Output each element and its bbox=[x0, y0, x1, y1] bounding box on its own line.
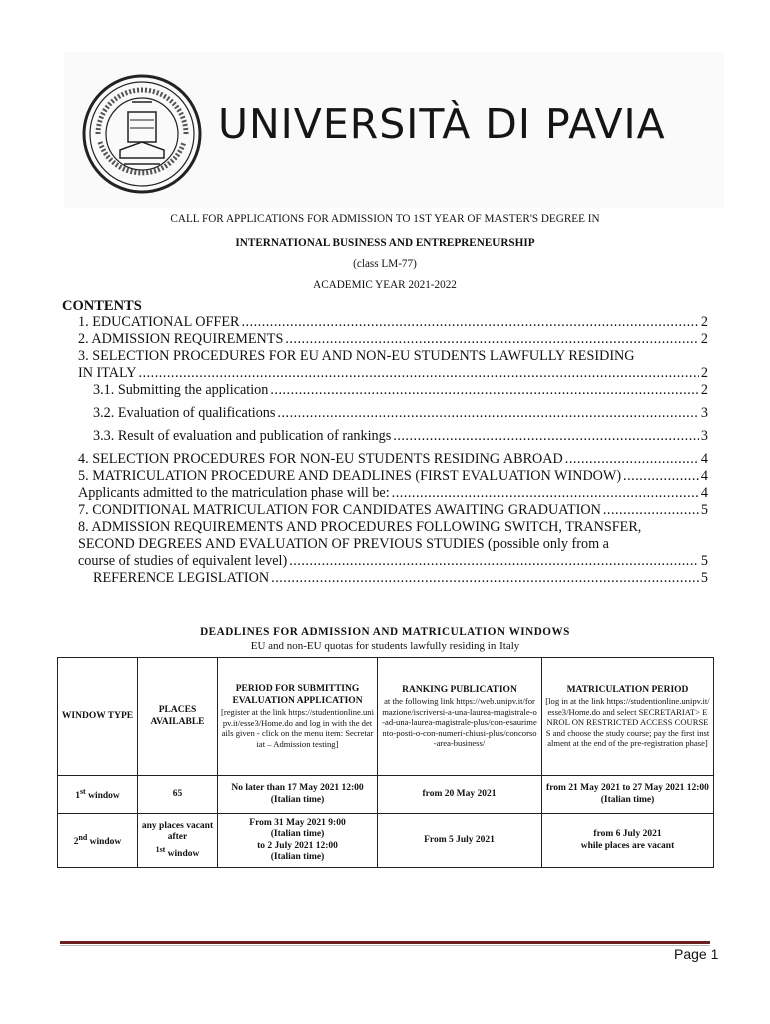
toc-item-wrap[interactable]: SECOND DEGREES AND EVALUATION OF PREVIOUS STUDIES (possible only from a bbox=[78, 536, 609, 552]
header-ranking-note: at the following link https://web.unipv.it/formazione/iscriversi-a-una-laurea-magistrale-o-ad-una-laurea-magistrale-plus/con-esaurimento-posti-o-con-numeri-chiusi-plus/concorso-area-business/ bbox=[382, 696, 537, 748]
table-of-contents bbox=[78, 314, 708, 587]
header-matric-note: [log in at the link https://studentionline.unipv.it/esse3/Home.do and select SECRETARIAT> ENROL ON RESTRICTED ACCESS COURSES and choose the study course; pay the first instalment at the end of the pre-registration phase] bbox=[545, 696, 710, 748]
toc-item-wrap[interactable]: 8. ADMISSION REQUIREMENTS AND PROCEDURES FOLLOWING SWITCH, TRANSFER, bbox=[78, 519, 642, 535]
university-seal-icon bbox=[80, 72, 204, 196]
toc-item[interactable]: 7. CONDITIONAL MATRICULATION FOR CANDIDATES AWAITING GRADUATION ..... 5 bbox=[78, 502, 708, 519]
course-name: INTERNATIONAL BUSINESS AND ENTREPRENEURSHIP bbox=[235, 237, 535, 249]
ranking-cell: from 20 May 2021 bbox=[378, 776, 542, 814]
table-row bbox=[58, 814, 714, 868]
header-period-title: PERIOD FOR SUBMITTING EVALUATION APPLICATION bbox=[232, 684, 363, 706]
toc-item[interactable]: Applicants admitted to the matriculation phase will be: ..... 4 bbox=[78, 485, 708, 502]
header-places: PLACES AVAILABLE bbox=[138, 658, 218, 776]
toc-item[interactable]: 5. MATRICULATION PROCEDURE AND DEADLINES (FIRST EVALUATION WINDOW) ..... 4 bbox=[78, 468, 708, 485]
table-header-row bbox=[58, 658, 714, 776]
deadlines-subtitle: EU and non-EU quotas for students lawfully residing in Italy bbox=[250, 640, 520, 652]
university-name: UNIVERSITÀ DI PAVIA bbox=[218, 100, 666, 148]
toc-item[interactable]: 4. SELECTION PROCEDURES FOR NON-EU STUDENTS RESIDING ABROAD ..... 4 bbox=[78, 451, 708, 468]
toc-item[interactable]: REFERENCE LEGISLATION ..... 5 bbox=[78, 570, 708, 587]
deadlines-table bbox=[57, 657, 714, 868]
toc-item[interactable]: 3.2. Evaluation of qualifications ..... 3 bbox=[78, 405, 708, 422]
call-title-line1: CALL FOR APPLICATIONS FOR ADMISSION TO 1ST YEAR OF MASTER'S DEGREE IN bbox=[170, 213, 600, 225]
matric-cell: from 21 May 2021 to 27 May 2021 12:00 (Italian time) bbox=[542, 776, 714, 814]
footer-rule-thin bbox=[60, 945, 710, 946]
academic-year: ACADEMIC YEAR 2021-2022 bbox=[313, 279, 457, 291]
matric-cell: from 6 July 2021 while places are vacant bbox=[542, 814, 714, 868]
period-cell: From 31 May 2021 9:00 (Italian time) to 2 July 2021 12:00 (Italian time) bbox=[218, 814, 378, 868]
toc-item[interactable]: course of studies of equivalent level) ..... 5 bbox=[78, 553, 708, 570]
toc-item[interactable]: 3.3. Result of evaluation and publication of rankings ..... 3 bbox=[78, 428, 708, 445]
toc-item-wrap[interactable]: 3. SELECTION PROCEDURES FOR EU AND NON-EU STUDENTS LAWFULLY RESIDING bbox=[78, 348, 635, 364]
period-cell: No later than 17 May 2021 12:00 (Italian time) bbox=[218, 776, 378, 814]
places-cell: 65 bbox=[138, 776, 218, 814]
deadlines-title: DEADLINES FOR ADMISSION AND MATRICULATION WINDOWS bbox=[200, 626, 570, 638]
footer-rule bbox=[60, 941, 710, 944]
course-class: (class LM-77) bbox=[353, 258, 417, 270]
header-ranking bbox=[378, 658, 542, 776]
header-ranking-title: RANKING PUBLICATION bbox=[402, 684, 517, 695]
header-matric-title: MATRICULATION PERIOD bbox=[566, 684, 689, 695]
header-matriculation bbox=[542, 658, 714, 776]
header-period-note: [register at the link https://studentionline.unipv.it/esse3/Home.do and log in with the details given - click on the menu item: Secretariat – Admission testing] bbox=[221, 707, 374, 749]
toc-item[interactable]: IN ITALY ..... 2 bbox=[78, 365, 708, 382]
window-cell: 1st window bbox=[58, 776, 138, 814]
contents-heading: CONTENTS bbox=[62, 298, 142, 314]
page-number: Page 1 bbox=[674, 946, 719, 962]
toc-item[interactable]: 1. EDUCATIONAL OFFER ..... 2 bbox=[78, 314, 708, 331]
header-window-type: WINDOW TYPE bbox=[58, 658, 138, 776]
table-row bbox=[58, 776, 714, 814]
window-cell: 2nd window bbox=[58, 814, 138, 868]
toc-item[interactable]: 3.1. Submitting the application ..... 2 bbox=[78, 382, 708, 399]
ranking-cell: From 5 July 2021 bbox=[378, 814, 542, 868]
places-cell: any places vacant after $^{1st}$ window bbox=[138, 814, 218, 868]
toc-item[interactable]: 2. ADMISSION REQUIREMENTS ..... 2 bbox=[78, 331, 708, 348]
header-period bbox=[218, 658, 378, 776]
